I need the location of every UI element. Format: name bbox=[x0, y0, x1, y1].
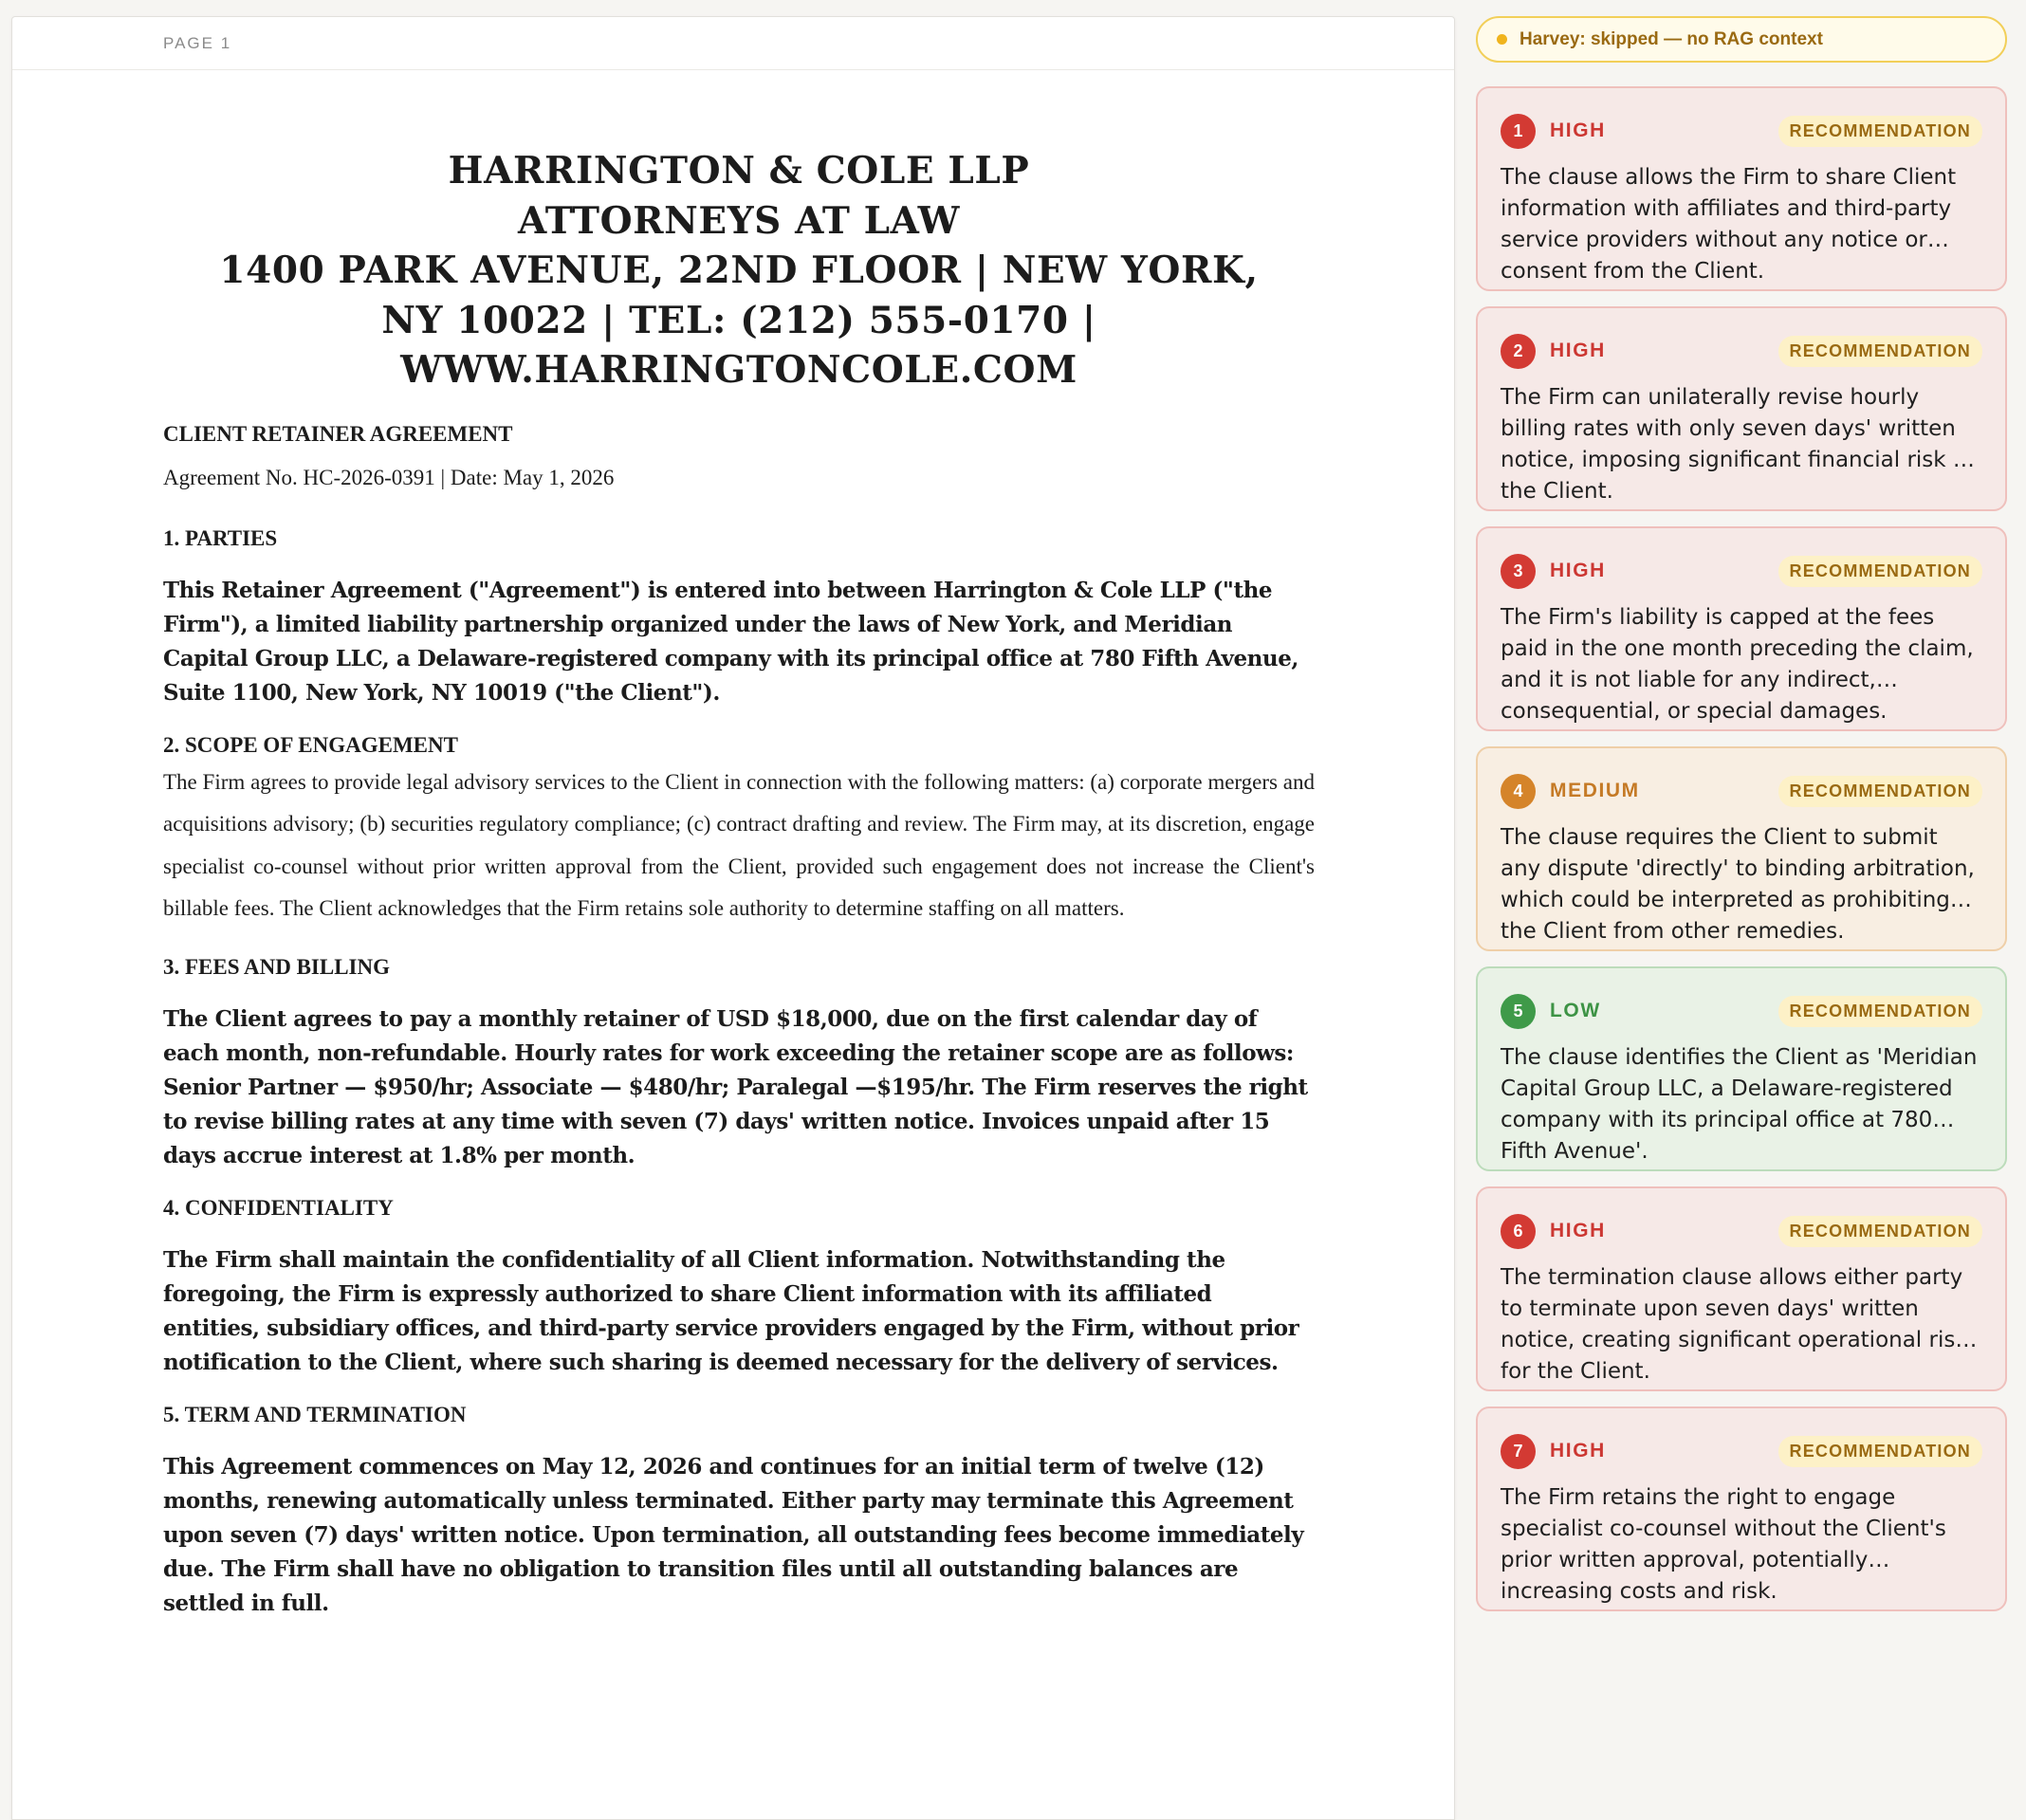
recommendation-badge: RECOMMENDATION bbox=[1778, 776, 1982, 807]
finding-card-3[interactable] bbox=[1476, 526, 2007, 731]
finding-text: The Firm can unilaterally revise hourly billing rates with only seven days' written notice, imposing significant financial risk on the Client. bbox=[1501, 385, 1980, 504]
harvey-status-banner bbox=[1476, 16, 2007, 63]
section-body-term: This Agreement commences on May 12, 2026 and continues for an initial term of twelve (12) months, renewing automatically unless terminated. Either party may terminate this Agreement upon seven (7) days' written notice. Upon termination, all outstanding fees become immediately due. The Firm shall have no obligation to transition files until all outstanding balances are settled in full. bbox=[163, 1453, 1304, 1616]
harvey-status-text: Harvey: skipped — no RAG context bbox=[1520, 28, 1823, 49]
agreement-meta: Agreement No. HC-2026-0391 | Date: May 1, 2026 bbox=[163, 465, 615, 489]
section-body-scope: The Firm agrees to provide legal advisory services to the Client in connection with the following matters: (a) corporate mergers and acquisitions advisory; (b) securities regulatory compliance; (c) contract drafting and review. The Firm may, at its discretion, engage specialist co-counsel without prior written approval from the Client, provided such engagement does not increase the Client's billable fees. The Client acknowledges that the Firm retains sole authority to determine staffing on all matters. bbox=[163, 769, 1315, 920]
finding-number-badge: 7 bbox=[1501, 1434, 1536, 1469]
severity-label: LOW bbox=[1550, 1000, 1601, 1021]
finding-card-2[interactable] bbox=[1476, 306, 2007, 511]
recommendation-badge: RECOMMENDATION bbox=[1778, 1216, 1982, 1247]
severity-label: HIGH bbox=[1550, 119, 1606, 141]
finding-card-4[interactable] bbox=[1476, 746, 2007, 951]
finding-card-7[interactable] bbox=[1476, 1406, 2007, 1611]
recommendation-badge: RECOMMENDATION bbox=[1778, 336, 1982, 367]
severity-label: HIGH bbox=[1550, 1440, 1606, 1462]
page-label: PAGE 1 bbox=[12, 17, 1454, 70]
section-heading-confidentiality: 4. CONFIDENTIALITY bbox=[163, 1195, 394, 1220]
recommendation-badge: RECOMMENDATION bbox=[1778, 996, 1982, 1027]
finding-text: The Firm retains the right to engage specialist co-counsel without the Client's prior written approval, potentially increasing costs and risk. bbox=[1501, 1485, 1946, 1604]
finding-number-badge: 5 bbox=[1501, 994, 1536, 1029]
finding-text: The clause identifies the Client as 'Meridian Capital Group LLC, a Delaware-registered company with its principal office at 780 Fifth Avenue'. bbox=[1501, 1045, 1978, 1164]
section-heading-term: 5. TERM AND TERMINATION bbox=[163, 1402, 467, 1426]
finding-text: The Firm's liability is capped at the fees paid in the one month preceding the claim, and it is not liable for any indirect, consequential, or special damages. bbox=[1501, 605, 1974, 724]
section-body-parties: This Retainer Agreement ("Agreement") is entered into between Harrington & Cole LLP ("the Firm"), a limited liability partnership organized under the laws of New York, and Meridian Capital Group LLC, a Delaware-registered company with its principal office at 780 Fifth Avenue, Suite 1100, New York, NY 10019 ("the Client"). bbox=[163, 577, 1298, 706]
finding-card-5[interactable] bbox=[1476, 966, 2007, 1171]
agreement-title: CLIENT RETAINER AGREEMENT bbox=[163, 421, 513, 446]
section-heading-scope: 2. SCOPE OF ENGAGEMENT bbox=[163, 732, 458, 757]
severity-label: HIGH bbox=[1550, 1220, 1606, 1241]
document-body bbox=[163, 70, 1315, 1621]
finding-text: The clause requires the Client to submit any dispute 'directly' to binding arbitration, which could be interpreted as prohibiting the Client from other remedies. bbox=[1501, 825, 1975, 944]
section-body-confidentiality: The Firm shall maintain the confidentiality of all Client information. Notwithstanding the foregoing, the Firm is expressly authorized to share Client information with its affiliated entities, subsidiary offices, and third-party service providers engaged by the Firm, without prior notification to the Client, where such sharing is deemed necessary for the delivery of services. bbox=[163, 1246, 1299, 1375]
finding-number-badge: 6 bbox=[1501, 1214, 1536, 1249]
section-heading-parties: 1. PARTIES bbox=[163, 525, 278, 550]
finding-card-1[interactable] bbox=[1476, 86, 2007, 291]
recommendation-badge: RECOMMENDATION bbox=[1778, 1436, 1982, 1467]
status-dot-icon bbox=[1497, 34, 1507, 45]
recommendation-badge: RECOMMENDATION bbox=[1778, 556, 1982, 587]
finding-number-badge: 1 bbox=[1501, 114, 1536, 149]
finding-number-badge: 3 bbox=[1501, 554, 1536, 589]
finding-text: The termination clause allows either party to terminate upon seven days' written notice, creating significant operational risk for the Client. bbox=[1501, 1265, 1968, 1384]
finding-number-badge: 2 bbox=[1501, 334, 1536, 369]
section-heading-fees: 3. FEES AND BILLING bbox=[163, 954, 391, 979]
severity-label: MEDIUM bbox=[1550, 780, 1640, 801]
findings-sidebar bbox=[1476, 16, 2007, 1604]
severity-label: HIGH bbox=[1550, 340, 1606, 361]
document-page bbox=[11, 16, 1455, 1820]
finding-number-badge: 4 bbox=[1501, 774, 1536, 809]
section-body-fees: The Client agrees to pay a monthly retainer of USD $18,000, due on the first calendar day of each month, non-refundable. Hourly rates for work exceeding the retainer scope are as follows: Senior Partner — $950/hr; Associate — $480/hr; Paralegal —$195/hr. The Firm reserves the right to revise billing rates at any time with seven (7) days' written notice. Invoices unpaid after 15 days accrue interest at 1.8% per month. bbox=[163, 1005, 1308, 1168]
letterhead: HARRINGTON & COLE LLP ATTORNEYS AT LAW 1400 PARK AVENUE, 22ND FLOOR | NEW YORK, NY 10022 | TEL: (212) 555-0170 | WWW.HARRINGTONCOLE.COM bbox=[219, 149, 1259, 392]
severity-label: HIGH bbox=[1550, 560, 1606, 581]
finding-text: The clause allows the Firm to share Client information with affiliates and third-party service providers without any notice or consent from the Client. bbox=[1501, 165, 1957, 284]
recommendation-badge: RECOMMENDATION bbox=[1778, 116, 1982, 147]
finding-card-6[interactable] bbox=[1476, 1186, 2007, 1391]
